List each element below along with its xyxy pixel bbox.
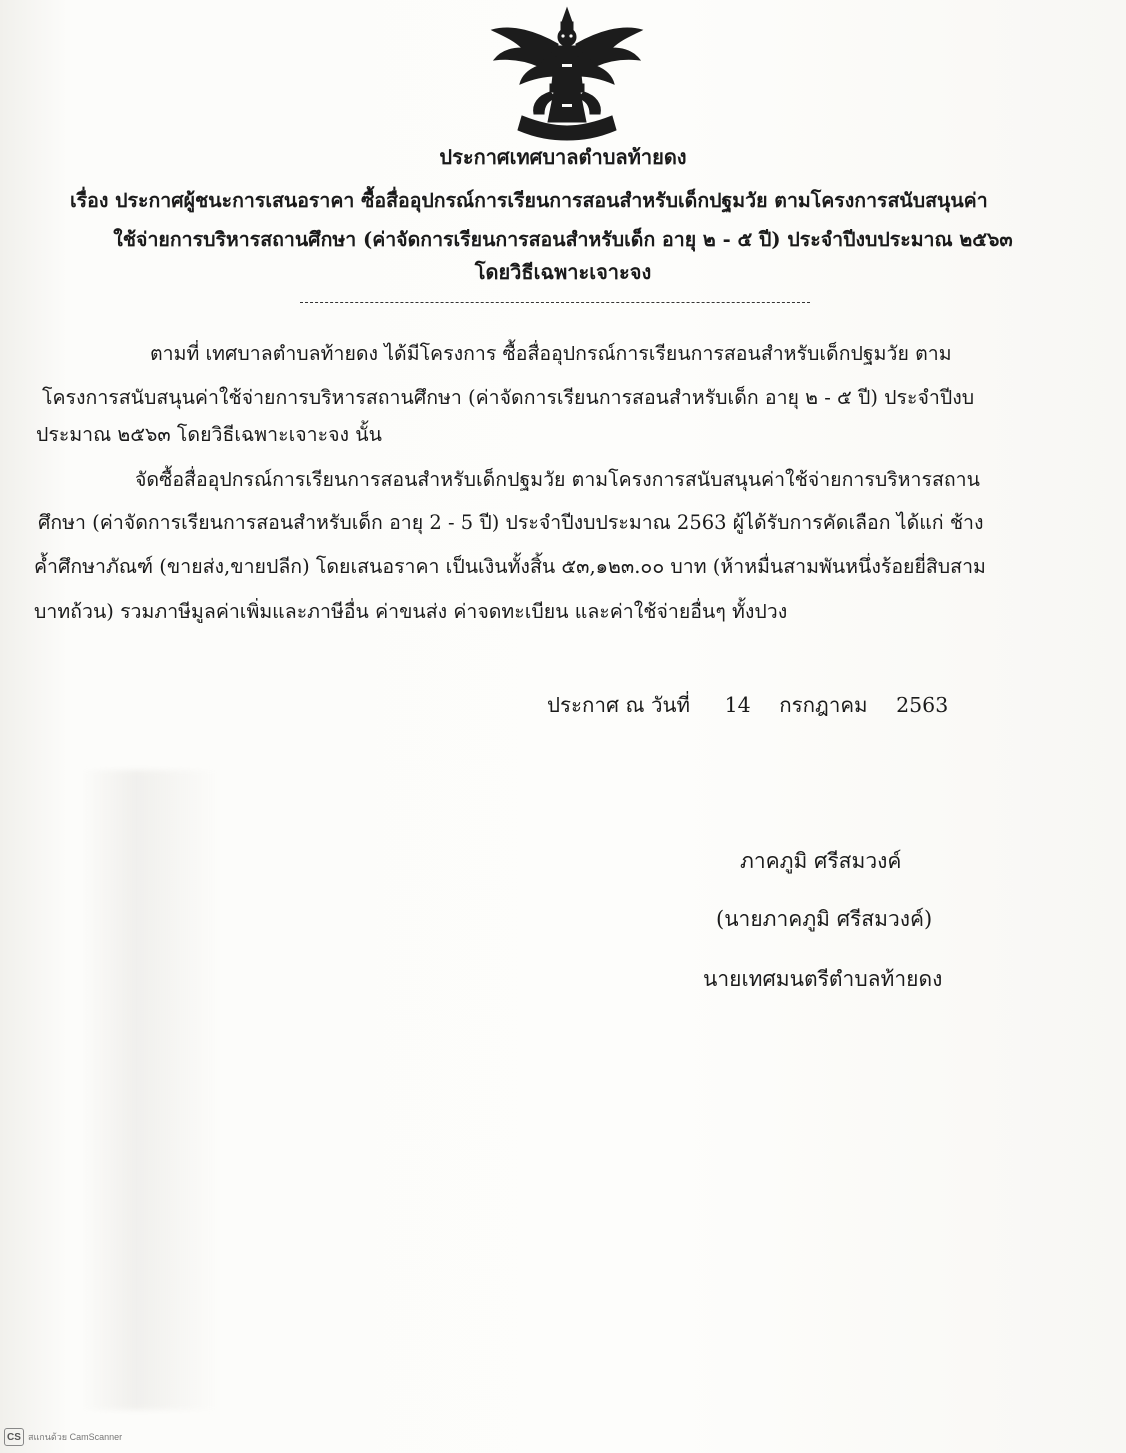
garuda-emblem-icon [482,4,652,144]
paragraph-2-line-2: ศึกษา (ค่าจัดการเรียนการสอนสำหรับเด็ก อายุ 2 - 5 ปี) ประจำปีงบประมาณ 2563 ผู้ได้รับการคัดเลือก ได้แก่ ช้าง [38,511,984,534]
signature-name: ภาคภูมิ ศรีสมวงค์ [740,849,902,873]
subject-line-3: โดยวิธีเฉพาะเจาะจง [474,260,652,284]
paragraph-1-line-2: โครงการสนับสนุนค่าใช้จ่ายการบริหารสถานศึกษา (ค่าจัดการเรียนการสอนสำหรับเด็ก อายุ ๒ - ๕ ปี) ประจำปีงบ [42,386,975,409]
header-separator [300,302,810,303]
announcement-date [547,692,948,718]
subject-line-2: ใช้จ่ายการบริหารสถานศึกษา (ค่าจัดการเรียนการสอนสำหรับเด็ก อายุ ๒ - ๕ ปี) ประจำปีงบประมาณ ๒๕๖๓ [113,228,1013,251]
date-year: 2563 [896,693,949,717]
date-label: ประกาศ ณ วันที่ [547,693,691,717]
camscanner-text: สแกนด้วย CamScanner [28,1432,123,1442]
paragraph-2-line-1: จัดซื้อสื่ออุปกรณ์การเรียนการสอนสำหรับเด็กปฐมวัย ตามโครงการสนับสนุนค่าใช้จ่ายการบริหารสถาน [135,468,980,491]
scan-bleed-through [80,770,220,1410]
paragraph-1-line-3: ประมาณ ๒๕๖๓ โดยวิธีเฉพาะเจาะจง นั้น [36,423,382,446]
date-day: 14 [724,693,751,717]
paragraph-2-line-4: บาทถ้วน) รวมภาษีมูลค่าเพิ่มและภาษีอื่น ค่าขนส่ง ค่าจดทะเบียน และค่าใช้จ่ายอื่นๆ ทั้งปวง [34,600,788,623]
paragraph-1-line-1: ตามที่ เทศบาลตำบลท้ายดง ได้มีโครงการ ซื้อสื่ออุปกรณ์การเรียนการสอนสำหรับเด็กปฐมวัย ตาม [150,342,952,365]
paragraph-2-line-3: ค้ำศึกษาภัณฑ์ (ขายส่ง,ขายปลีก) โดยเสนอราคา เป็นเงินทั้งสิ้น ๕๓,๑๒๓.๐๐ บาท (ห้าหมื่นสามพันหนึ่งร้อยยี่สิบสาม [34,555,986,578]
agency-title: ประกาศเทศบาลตำบลท้ายดง [439,145,687,169]
camscanner-logo-icon: CS [4,1428,24,1446]
date-month: กรกฎาคม [779,693,868,717]
camscanner-watermark [4,1428,122,1446]
signature-position: นายเทศมนตรีตำบลท้ายดง [703,967,943,991]
signature-full-name: (นายภาคภูมิ ศรีสมวงค์) [716,907,933,931]
subject-line-1: เรื่อง ประกาศผู้ชนะการเสนอราคา ซื้อสื่ออุปกรณ์การเรียนการสอนสำหรับเด็กปฐมวัย ตามโครงการสนับสนุนค่า [70,189,988,212]
